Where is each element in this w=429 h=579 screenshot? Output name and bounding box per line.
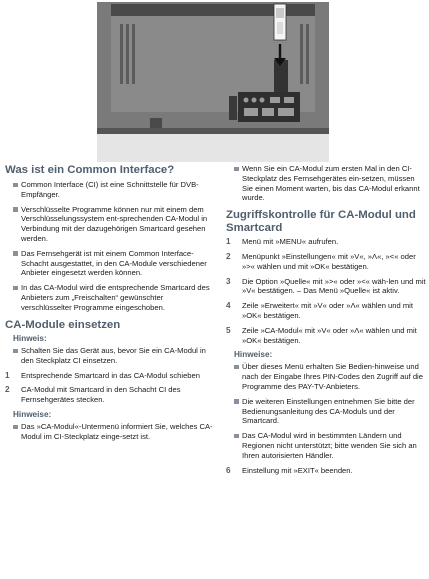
hint-bullet-3: Das CA-Modul wird in bestimmten Ländern und Regionen nicht unterstützt; bitte wenden Sie sich an Ihren autorisierten Händler. <box>226 431 426 460</box>
bullet-square-icon <box>13 286 18 291</box>
ci-bullet-3: Das Fernsehgerät ist mit einem Common Interface-Schacht ausgestattet, in den CA-Module verschiedener Anbieter eingesetzt werden können. <box>5 249 213 278</box>
hint-bullet: Schalten Sie das Gerät aus, bevor Sie ein CA-Modul in den Steckplatz CI einsetzen. <box>5 346 213 366</box>
heading-access-control: Zugriffskontrolle für CA-Modul und Smartcard <box>226 209 416 234</box>
hint-bullet-2: Die weiteren Einstellungen entnehmen Sie bitte der Bedienungsanleitung des CA-Moduls und der Smartcard. <box>226 397 426 426</box>
ca-module-card <box>274 4 286 40</box>
step-1: 1 Entsprechende Smartcard in das CA-Modul schieben <box>5 370 200 380</box>
step-3: 3 Die Option »Quelle« mit »>« oder »<« wäh-len und mit »V« bestätigen. – Das Menü »Quelle« ist aktiv. <box>226 276 426 296</box>
hint-label: Hinweis: <box>13 334 47 344</box>
bullet-square-icon <box>234 365 239 370</box>
step-6: 6 Einstellung mit »EXIT« beenden. <box>226 465 353 475</box>
bullet-square-icon <box>13 349 18 354</box>
bullet-square-icon <box>13 207 18 212</box>
step-2: 2 CA-Modul mit Smartcard in den Schacht CI des Fernsehgerätes stecken. <box>5 385 181 405</box>
bullet-square-icon <box>234 434 239 439</box>
continued-bullet: Wenn Sie ein CA-Modul zum ersten Mal in den CI-Steckplatz des Fernsehgerätes ein-setzen, müssen Sie einen Moment warten, bis das CA-Modul erkannt wurde. <box>226 164 426 203</box>
bullet-square-icon <box>13 251 18 256</box>
bullet-square-icon <box>234 167 239 172</box>
right-column <box>226 164 426 480</box>
step-4: 4 Zeile »Erweitert« mit »V« oder »Λ« wählen und mit »OK« bestätigen. <box>226 301 413 320</box>
ci-bullet-1: Common Interface (CI) ist eine Schnittstelle für DVB-Empfänger. <box>5 180 213 200</box>
bullet-square-icon <box>13 425 18 430</box>
ci-bullet-2: Verschlüsselte Programme können nur mit einem dem Verschlüsselungssystem ent-sprechenden CA-Modul in Verbindung mit der dazugehörigen Smartcard gesehen werden. <box>5 205 213 244</box>
hints-label: Hinweise: <box>13 410 52 420</box>
left-column <box>5 164 213 447</box>
bullet-square-icon <box>234 399 239 404</box>
step-5: 5 Zeile »CA-Modul« mit »V« oder »Λ« wählen und mit »OK« bestätigen. <box>226 325 417 345</box>
bullet-square-icon <box>13 183 18 188</box>
step-1: 1 Menü mit »MENU« aufrufen. <box>226 237 339 247</box>
hints-bullet: Das »CA-Modul«-Untermenü informiert Sie, welches CA-Modul im CI-Steckplatz einge-setzt ist. <box>5 422 213 442</box>
tv-rear-illustration <box>0 0 429 163</box>
heading-common-interface: Was ist ein Common Interface? <box>5 164 175 176</box>
heading-ca-insert: CA-Module einsetzen <box>5 318 121 331</box>
hint-bullet-1: Über dieses Menü erhalten Sie Bedien-hinweise und nach der Eingabe Ihres PIN-Codes den Zugriff auf die Programme des PAY-TV-Anbieters. <box>226 362 426 391</box>
ci-bullet-4: In das CA-Modul wird die entsprechende Smartcard des Anbieters zum „Freischalten“ gewünschter verschlüsselter Programme eingeschoben. <box>5 283 213 312</box>
hints-label: Hinweise: <box>234 350 273 360</box>
step-2: 2 Menüpunkt »Einstellungen« mit »V«, »Λ«, »<« oder »>« wählen und mit »OK« bestätigen. <box>226 251 416 271</box>
